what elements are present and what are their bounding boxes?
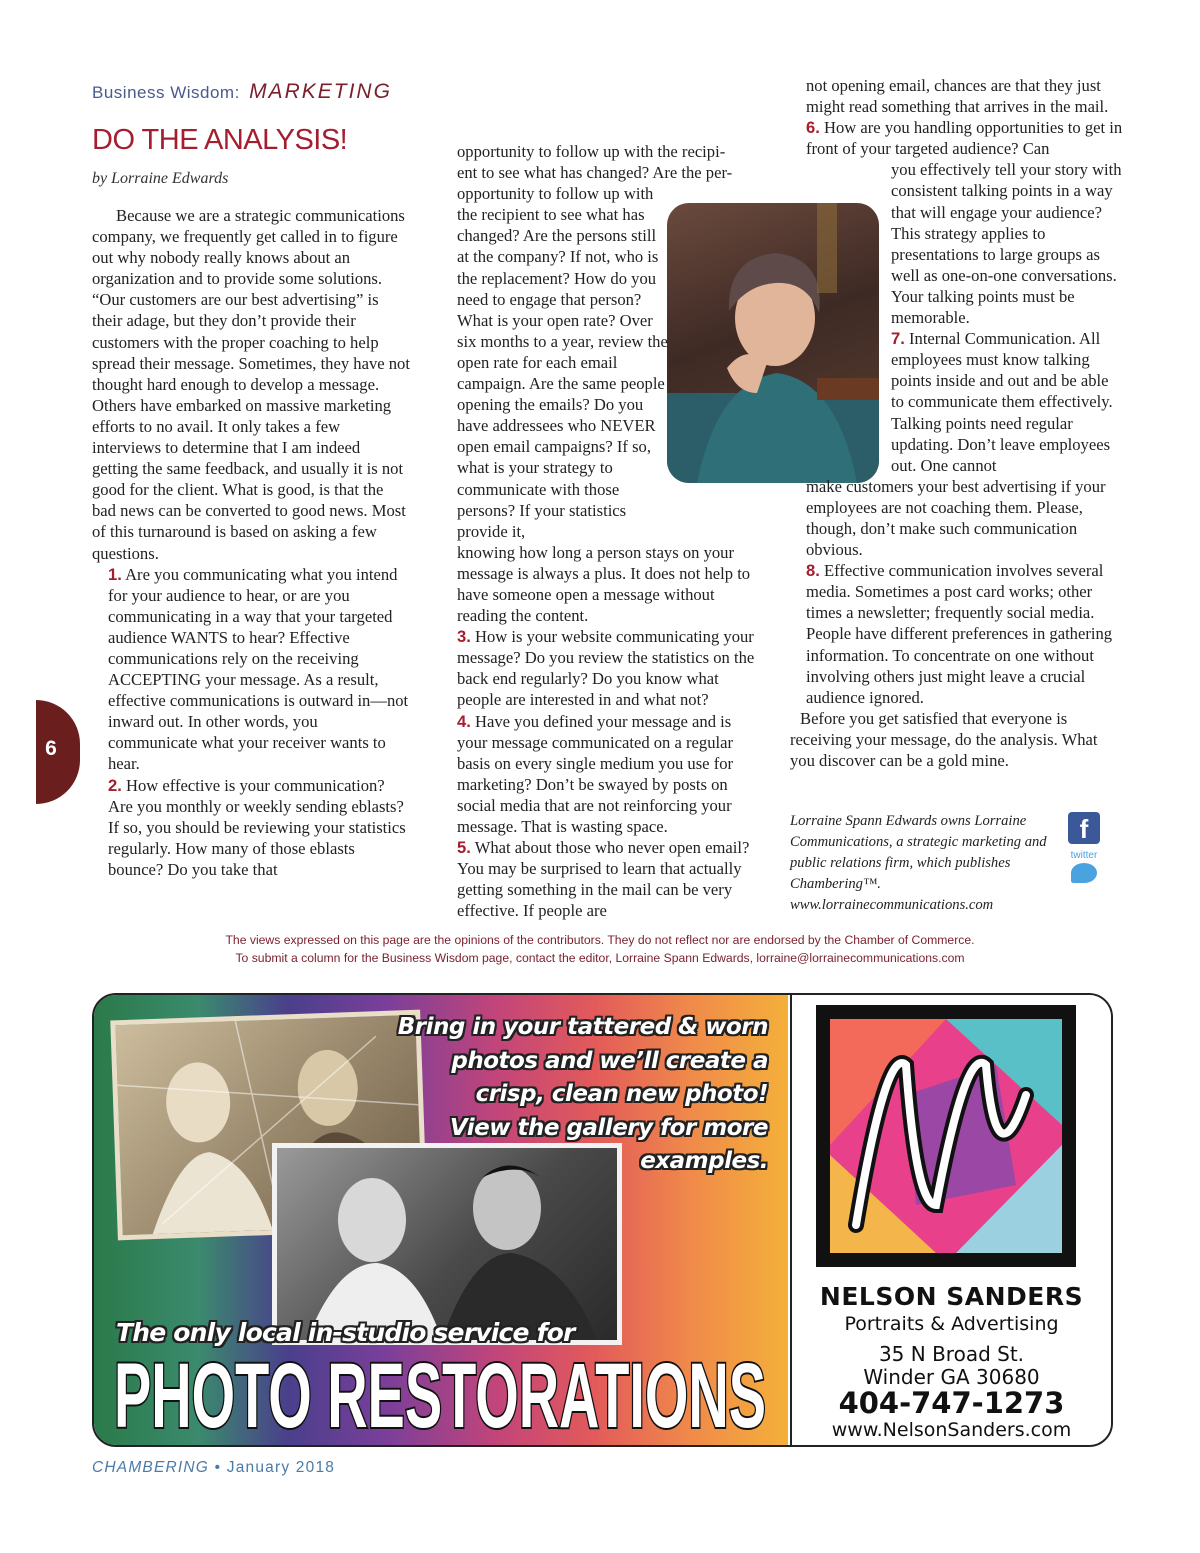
author-bio <box>790 811 1065 916</box>
ad-headline-line: crisp, clean new photo! <box>475 1081 768 1107</box>
byline: by Lorraine Edwards <box>92 170 229 187</box>
item-number: 2. <box>108 775 122 795</box>
column-2 <box>457 141 757 921</box>
phone-number[interactable]: 404-747-1273 <box>838 1386 1065 1420</box>
twitter-bird-icon <box>1071 863 1097 883</box>
social-icons <box>1064 812 1104 897</box>
column-3 <box>790 75 1124 771</box>
publication-name: CHAMBERING <box>92 1459 210 1476</box>
closing-paragraph: Before you get satisfied that everyone is receiving your message, do the analysis. What you discover can be a gold mine. <box>790 708 1098 770</box>
nelson-sanders-logo <box>816 1005 1076 1267</box>
item-text: What about those who never open email? You may be surprised to learn that actually getting something in the mail can be very effective. If people are <box>457 838 750 921</box>
ad-headline <box>394 1011 768 1179</box>
column-1 <box>92 205 410 880</box>
list-item-5 <box>457 837 757 921</box>
item-text: Internal Communication. All employees must know talking points inside and out and be able to communicate them effectively. Talking points need regular updating. Don’t leave employees out. One cannot <box>891 329 1113 475</box>
item-number: 4. <box>457 711 471 731</box>
intro-paragraph: Because we are a strategic communications company, we frequently get called in to figure out why nobody really knows about an organization and to provide some solutions. “Our customers are our best advertising” is their adage, but they don’t provide their customers with the proper coaching to help spread their message. Sometimes, they have not thought hard enough to develop a message. Others have embarked on massive marketing efforts to no avail. It only takes a few interviews to determine that I am indeed getting the same feedback, and usually it is not good for the client. What is good, is that the bad news can be converted to good news. Most of this turnaround is based on asking a few questions. <box>92 206 410 563</box>
business-website[interactable]: www.NelsonSanders.com <box>831 1419 1072 1441</box>
ad-headline-line: examples. <box>640 1148 768 1174</box>
item6-wrap <box>891 159 1124 475</box>
twitter-label[interactable]: twitter <box>1070 850 1098 861</box>
section-name: MARKETING <box>249 80 392 103</box>
ad-headline-line: photos and we’ll create a <box>451 1047 768 1074</box>
footer-separator: • <box>214 1459 222 1476</box>
item-number: 6. <box>806 118 820 138</box>
col2-mid: knowing how long a person stays on your message is always a plus. It does not help to have someone open a message without reading the content. <box>457 542 751 626</box>
item6-continued: you effectively tell your story with consistent talking points in a way that will engage your audience? This strategy applies to presentations to large groups as well as one-on-one conversations. Your talking points must be memorable. <box>891 160 1122 328</box>
advertisement[interactable] <box>92 993 1113 1447</box>
item-text: Have you defined your message and is your message communicated on a regular basis on every single medium you use for marketing? Don’t be swayed by posts on social media that are not reinforcing your message. That is wasting space. <box>457 711 734 836</box>
section-label-prefix: Business Wisdom: <box>92 83 240 102</box>
ad-big-text-label: PHOTO RESTORATIONS <box>114 1349 766 1435</box>
col2-continued: opportunity to follow up with the recipient to see what has changed? Are the persons still at the company? If not, who is the replacement? How do you need to engage that person? What is your open rate? Over six months to a year, review the open rate for each email campaign. Are the same people opening the emails? Do you have addressees who NEVER open email campaigns? If so, what is your strategy to communicate with those persons? If your statistics provide it, <box>457 184 668 541</box>
business-subtitle: Portraits & Advertising <box>844 1313 1059 1335</box>
item-text: How effective is your communication? Are you monthly or weekly sending eblasts? If so, you should be reviewing your statistics regularly. How many of those eblasts bounce? Do you take that <box>108 775 406 879</box>
page-number: 6 <box>45 737 57 760</box>
item-number: 1. <box>108 564 122 584</box>
item-number: 3. <box>457 627 471 647</box>
bio-text: Lorraine Spann Edwards owns Lorraine Communications, a strategic marketing and public relations firm, which publishes Chambering™. <box>790 813 1047 892</box>
list-item-7 <box>891 328 1124 476</box>
disclaimer-line-2: To submit a column for the Business Wisdom page, contact the editor, Lorraine Spann Edwards, lorraine@lorrainecommunications.com <box>235 951 965 965</box>
ad-graphic-panel <box>94 995 788 1445</box>
col3-top: not opening email, chances are that they just might read something that arrives in the mail. <box>806 76 1109 117</box>
item-text: Effective communication involves several media. Sometimes a post card works; other times a newsletter; frequently social media. People have different preferences in gathering information. To concentrate on one without involving others just might leave a crucial audience ignored. <box>806 561 1113 707</box>
section-label <box>92 80 392 104</box>
address-line-1: 35 N Broad St. <box>878 1342 1025 1366</box>
address-line-2: Winder GA 30680 <box>863 1365 1040 1389</box>
item-text: How is your website communicating your message? Do you review the statistics on the back end regularly? Do you know what people are interested in and what not? <box>457 627 755 710</box>
list-item-8 <box>806 560 1124 708</box>
list-item-6 <box>806 117 1124 159</box>
logo-art <box>816 1005 1076 1267</box>
ad-headline-line: View the gallery for more <box>449 1114 768 1141</box>
ad-big-text <box>114 1349 774 1435</box>
bio-url[interactable]: www.lorrainecommunications.com <box>790 897 994 913</box>
page-footer <box>92 1459 335 1477</box>
item-text: Are you communicating what you intend for your audience to hear, or are you communicating in a way that your targeted audience WANTS to hear? Effective communications rely on the receiving ACCEPTING your message. As a result, effective communications is outward in—not inward out. In other words, you communicate what your receiver wants to hear. <box>108 564 409 774</box>
item-text: How are you handling opportunities to get in front of your targeted audience? Can <box>806 118 1123 159</box>
disclaimer-line-1: The views expressed on this page are the opinions of the contributors. They do not reflect nor are endorsed by the Chamber of Commerce. <box>225 933 975 947</box>
list-item-2 <box>108 775 410 880</box>
ad-headline-line: Bring in your tattered & worn <box>397 1014 768 1040</box>
ad-business-panel <box>792 995 1111 1445</box>
item7-tail: make customers your best advertising if your employees are not coaching them. Please, though, don’t make such communication obvious. <box>806 476 1106 560</box>
list-item-4 <box>457 711 757 838</box>
item-number: 5. <box>457 838 471 858</box>
business-name: NELSON SANDERS <box>819 1282 1084 1311</box>
item-number: 8. <box>806 561 820 581</box>
col2-wrap <box>457 183 671 542</box>
article-title: DO THE ANALYSIS! <box>92 124 348 156</box>
list-item-1 <box>108 564 410 775</box>
ad-tagline: The only local in-studio service for <box>116 1318 575 1347</box>
item-number: 7. <box>891 329 905 349</box>
facebook-icon[interactable]: f <box>1068 812 1100 844</box>
col2-first-line: opportunity to follow up with the recipi- ent to see what has changed? Are the per- <box>457 142 733 183</box>
issue-date: January 2018 <box>226 1459 336 1476</box>
list-item-3 <box>457 626 757 710</box>
